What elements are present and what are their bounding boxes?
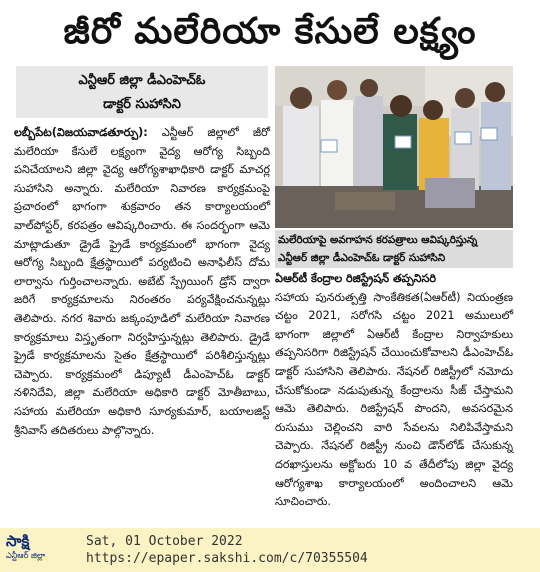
news-photo-image <box>275 66 513 228</box>
headline: జీరో మలేరియా కేసులే లక్ష్యం <box>63 11 477 52</box>
footer-info <box>86 533 368 567</box>
article-right-column <box>275 270 513 512</box>
dateline: లబ్బీపేట(విజయవాడతూర్పు): <box>14 126 148 139</box>
sakshi-logo <box>6 532 68 568</box>
epaper-url[interactable]: https://epaper.sakshi.com/c/70355504 <box>86 551 368 566</box>
article-right-text: సహాయ పునరుత్పత్తి సాంకేతికత(ఏఆర్‌టీ) నియంత్రణ చట్టం 2021, సరోగసి చట్టం 2021 అములులో భాగంగా జిల్లాలో ఏఆర్‌టీ కేంద్రాల నిర్వాహకులు తప్పనిసరిగా రిజిస్ట్రేషన్ చేయించుకోవాలని డీఎంహెచ్ఓ డాక్టర్ సుహాసిని తెలిపారు. నేషనల్ రిజిస్ట్రీలో నమోదు చేసుకోకుండా నడుపుతున్న కేంద్రాలను సీజ్ చేస్తామని ఆమె తెలిపారు. రిజిస్ట్రేషన్ పొందని, అవసరమైన రుసుము చెల్లించని వారి సేవలను నిలిపివేస్తామని చెప్పారు. నేషనల్ రిజిస్ట్రీ నుంచి డౌన్‌లోడ్ చేసుకున్న దరఖాస్తులను అక్టోబరు 10 వ తేదీలోపు జిల్లా వైద్య ఆరోగ్యశాఖ కార్యాలయంలో అందించాలని ఆమె సూచించారు. <box>275 290 513 509</box>
photo-caption <box>275 230 513 268</box>
article-right-subhead: ఏఆర్‌టీ కేంద్రాల రిజిస్ట్రేషన్ తప్పనిసరి <box>275 272 436 285</box>
photo-caption-line2: ఎన్టీఆర్ జిల్లా డీఎంహెచ్ఓ డాక్టర్ సుహాసిని <box>278 252 446 264</box>
subheadline-line1: ఎన్టీఆర్ జిల్లా డీఎంహెచ్ఓ <box>78 73 206 88</box>
article-left-column <box>14 124 270 440</box>
publication-date: Sat, 01 October 2022 <box>86 534 243 549</box>
photo-caption-line1: మలేరియాపై అవగాహన కరపత్రాలు ఆవిష్కరిస్తున్న <box>278 234 478 246</box>
logo-title: సాక్షి <box>6 532 30 550</box>
footer-bar <box>0 528 540 572</box>
subheadline-box <box>16 66 268 118</box>
article-left-text: ఎన్టీఆర్ జిల్లాలో జీరో మలేరియా కేసులే లక్ష్యంగా వైద్య ఆరోగ్య సిబ్బంది పనిచేయాలని జిల్లా వైద్య ఆరోగ్యశాఖాధికారి డాక్టర్ మాచర్ల సుహాసిని అన్నారు. మలేరియా నివారణ కార్యక్రమంపై ప్రచారంలో భాగంగా శుక్రవారం తన కార్యాలయంలో వాల్‌పోస్టర్, కరపత్రం ఆవిష్కరించారు. ఈ సందర్భంగా ఆమె మాట్లాడుతూ డ్రైడే ఫ్రైడే కార్యక్రమంలో భాగంగా వైద్య ఆరోగ్య సిబ్బంది క్షేత్రస్థాయిలో పర్యటించి అనాఫిలీస్ దోమ లార్వాను గుర్తించాలన్నారు. అబేట్ స్ప్రేయింగ్ డ్రోన్ ద్వారా జరిగే కార్యక్రమాలను నిరంతరం పర్యవేక్షించనున్నట్లు తెలిపారు. నగర శివారు జక్కంపూడిలో మలేరియా నివారణ కార్యక్రమాలు విస్తృతంగా నిర్వహిస్తున్నట్లు తెలిపారు. డ్రైడే ఫ్రైడే కార్యక్రమాలను సైతం క్షేత్రస్థాయిలో పరిశీలిస్తున్నట్లు చెప్పారు. కార్యక్రమంలో డిప్యూటీ డీఎంహెచ్ఓ డాక్టర్ నళినిదేవి, జిల్లా మలేరియా అధికారి డాక్టర్ మోతీబాబు, సహాయ మలేరియా అధికారి సూర్యకుమార్, బయాలజిస్ట్ శ్రీనివాస్ తదితరులు పాల్గొన్నారు. <box>14 126 270 437</box>
logo-edition: ఎన్టీఆర్ జిల్లా <box>6 551 46 560</box>
subheadline-line2: డాక్టర్ సుహాసిని <box>103 97 181 112</box>
news-photo <box>275 66 513 228</box>
article-left-paragraph <box>14 124 270 440</box>
